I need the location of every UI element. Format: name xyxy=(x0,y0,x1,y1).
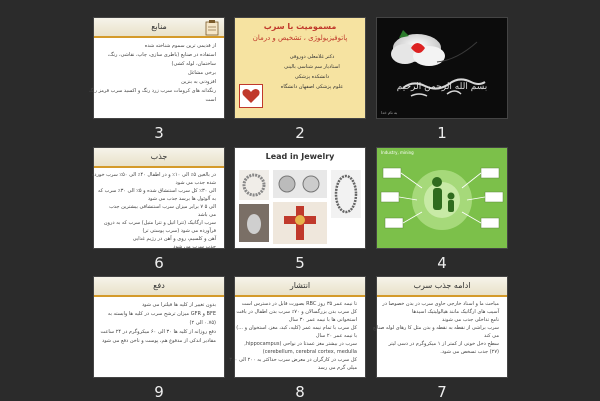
slide-1-sub: به نام خدا xyxy=(381,110,398,115)
jewelry-photo-cross xyxy=(273,202,327,244)
bullet-line: ساختمان، لوله کشی) xyxy=(171,61,216,67)
slide-6-preview[interactable] xyxy=(91,148,224,250)
bullet-line: نامع تداخلی جذب می شوند xyxy=(442,317,499,323)
slide-7-title: ادامه جذب سرب xyxy=(377,277,507,297)
bullet-line: (۰.۷۵ الی ۲) xyxy=(189,320,216,326)
bullet-line: سطح دخل خونی از کمتر از ۱ میکروگرم در دسی لیتر xyxy=(388,341,499,347)
bullet-line: سرب در بیشتر مغز عمدتا در نواحی (hippocampus, xyxy=(244,341,357,347)
slide-8-title: انتشار xyxy=(235,277,365,297)
slide-4-preview[interactable] xyxy=(377,148,507,248)
slide-9-body xyxy=(102,301,216,346)
bullet-line: آهن و کلسیم، روی و آهن در رژیم غذایی xyxy=(132,236,216,242)
slide-2-title: مسمومیت با سرب xyxy=(263,22,337,31)
slide-3-preview[interactable] xyxy=(88,18,224,118)
bullet-line: الی ۳۰٪ کل سرب استنشاق شده و ۵٪ الی ۳۰٪ سرب که xyxy=(97,188,216,194)
slide-2-line: استادیار سم شناسی بالینی xyxy=(284,64,340,70)
slide-number-8: 8 xyxy=(295,383,305,401)
exposure-diagram xyxy=(377,148,507,248)
slide-number-2: 2 xyxy=(295,124,305,142)
jewelry-photo-charms xyxy=(273,170,327,198)
slide-2-line: علوم پزشکی اصفهان دانشگاه xyxy=(280,84,344,90)
bullet-line: الی ۵ ۷ برابر میزان سرب استنشاقی بیشترین جذب xyxy=(109,204,216,210)
slide-1-caption: بسم الله الرحمن الرحیم xyxy=(396,82,488,92)
bullet-line: فرآورده می شود (سرب پوستی تر) xyxy=(142,228,216,234)
bullet-line: آسیب های ارگانیک مانند هیالولیتیک اسیدها xyxy=(412,309,499,315)
slide-5-preview[interactable] xyxy=(235,148,365,248)
slide-1-preview[interactable] xyxy=(377,18,507,118)
slide-4-label: Industry, mining xyxy=(381,150,414,155)
slide-7-preview[interactable] xyxy=(372,277,507,377)
bullet-line: از قدیمی ترین سموم شناخته شده xyxy=(144,43,216,49)
slide-number-9: 9 xyxy=(154,383,164,401)
bullet-line: می باشد xyxy=(197,212,216,218)
slide-number-4: 4 xyxy=(437,254,447,272)
bullet-line: استخوانی ها با نیمه عمر ۳۰ سال xyxy=(288,317,357,323)
jewelry-photo-pendant xyxy=(239,204,269,242)
bullet-line: BFE و GFR میزان ترشح سرب در کلیه ها وابسته به xyxy=(107,311,216,317)
bullet-line: شده جذب می شود xyxy=(175,180,216,186)
slide-3-body xyxy=(88,42,216,105)
bullet-line: رنگدانه های کرومات سرب زرد رنگ و اکسید سرب قرمز رنگ xyxy=(88,88,216,94)
slide-2-subtitle: پاتوفیزیولوژی ، تشخیص و درمان xyxy=(252,34,348,42)
slide-2-line: دانشکده پزشکی xyxy=(294,74,330,80)
bullet-line: کل سرب با تمام نیمه عمر (کلیه، کبد، مغز، استخوان و ...) xyxy=(236,325,357,331)
bullet-line: تا نیمه عمر ۳۵ روز RBC بصورت قابل در دسترس است xyxy=(241,301,357,307)
bullet-line: دفع روزانه از کلیه ها ۳۰ الی ۶۰ میکروگرم در ۲۴ ساعت xyxy=(100,329,216,335)
bullet-line: در بالغین ۵٪ الی ۱۰٪ و در اطفال ۴۰٪ الی ۵۰٪ سرب خورده xyxy=(91,172,216,178)
slide-6-body xyxy=(91,172,216,252)
bullet-line: کل سرب بدن بزرگسالان و ۷۰٪ سرب بدن اطفال در بافت xyxy=(236,309,357,315)
jewelry-photo-necklace xyxy=(331,170,361,218)
bullet-line: به آلوئول ها برسد جذب می شود xyxy=(147,196,216,202)
slide-9-title: دفع xyxy=(94,277,224,297)
bullet-line: کل سرب در کارگران در معرض سرب حداکثر به ۲۰۰ الی ۳۰۰ xyxy=(229,357,357,363)
slide-number-3: 3 xyxy=(154,124,164,142)
bullet-line: است xyxy=(205,97,216,103)
slide-5-title: Lead in Jewelry xyxy=(265,152,335,161)
heart-image xyxy=(239,84,263,108)
slide-2-preview[interactable] xyxy=(235,18,365,118)
bullet-line: (۲۷) جذب تسخص می شود. xyxy=(440,349,499,355)
slide-9-preview[interactable] xyxy=(94,277,224,377)
rose-image xyxy=(377,18,507,118)
bullet-line: سرب براشی از نقطه به نقطه و بدن مثل کا رهای لوله صنایع xyxy=(372,325,499,331)
slide-number-6: 6 xyxy=(154,254,164,272)
slide-3-title: منابع xyxy=(94,18,224,38)
jewelry-photo-bracelet xyxy=(239,170,269,200)
slide-7-body xyxy=(372,301,499,357)
slide-number-5: 5 xyxy=(295,254,305,272)
slide-8-preview[interactable] xyxy=(229,277,365,377)
slide-6-title: جذب xyxy=(94,148,224,168)
clipboard-icon xyxy=(204,20,220,36)
slide-number-7: 7 xyxy=(437,383,447,401)
slide-number-1: 1 xyxy=(437,124,447,142)
slide-8-body xyxy=(229,301,357,373)
bullet-line: استفاده در صنایع (باطری سازی، چاپ، نقاشی، رنگ، xyxy=(107,52,216,58)
bullet-line: cerebellum, cerebral cortex, medulla) xyxy=(262,349,357,355)
bullet-line: مباحث ما و اسناد خارجی حاوی سرب در بدن خصوصا در xyxy=(382,301,499,307)
bullet-line: افزودنی به بنزین xyxy=(181,79,216,85)
bullet-line: میلی گرم می رسد xyxy=(317,365,357,371)
slide-2-author-block xyxy=(265,52,359,92)
bullet-line: بدون تغییر از کلیه ها فیلترا می شود xyxy=(141,302,216,308)
bullet-line: مقادیر اندکی از مدفوع هم، پوست و ناخن دفع می شود xyxy=(101,338,216,344)
bullet-line: سرب ارگانیک (تترا اتیل و تترا متیل) سرب که به درون xyxy=(103,220,216,226)
slide-2-line: دکتر غلامعلی دوروقی xyxy=(289,54,335,60)
bullet-line: جذب سرب می شود xyxy=(173,244,216,250)
bullet-line: برخی مشاغل xyxy=(187,70,216,76)
bullet-line: با نیمه عمر ۲۰ سال xyxy=(315,333,357,339)
bullet-line: می کند xyxy=(484,333,499,339)
